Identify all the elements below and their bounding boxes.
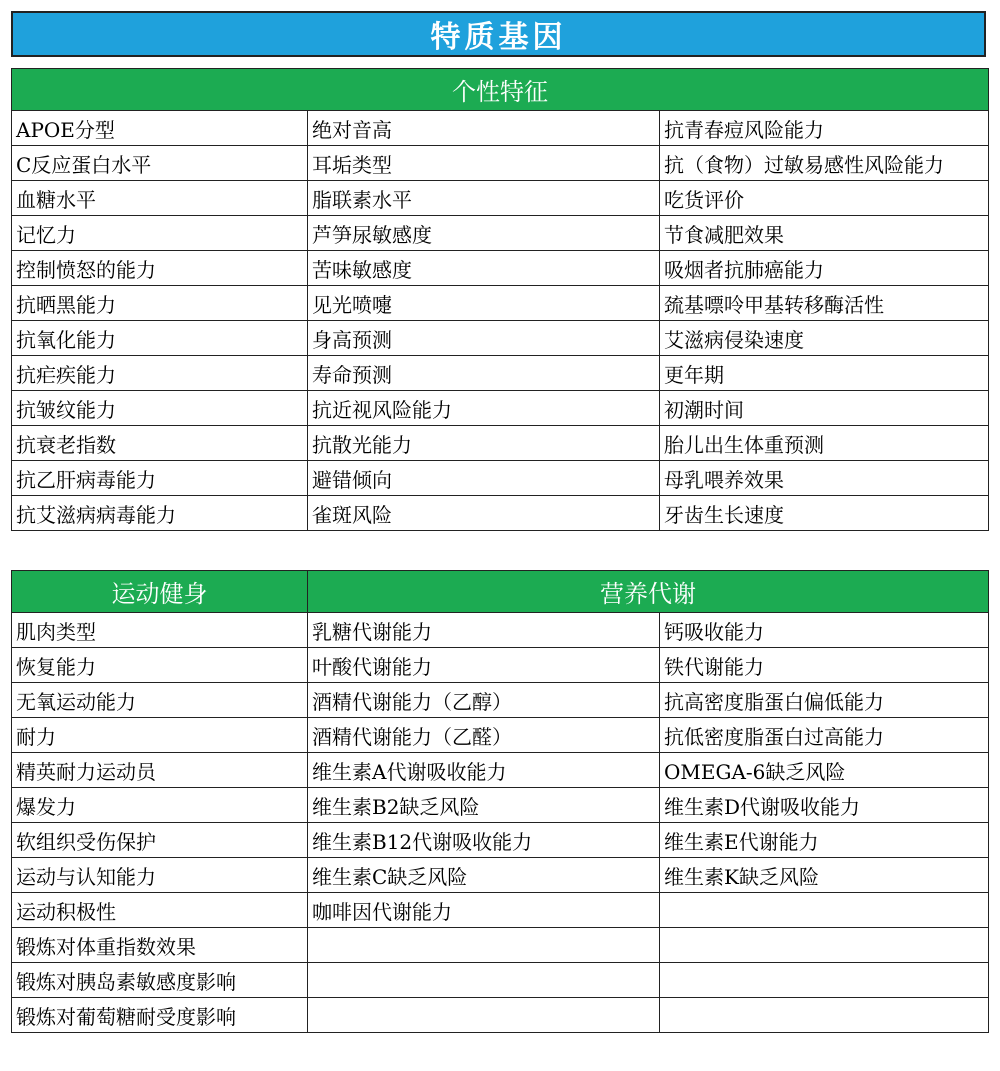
table-cell: 抗高密度脂蛋白偏低能力 — [660, 683, 989, 718]
table-cell: 抗晒黑能力 — [12, 286, 308, 321]
table-row — [12, 998, 989, 1033]
table-cell: 维生素A代谢吸收能力 — [308, 753, 660, 788]
table-cell: 维生素C缺乏风险 — [308, 858, 660, 893]
table-row — [12, 753, 989, 788]
table-row — [12, 648, 989, 683]
table-cell — [660, 963, 989, 998]
table-cell: 肌肉类型 — [12, 613, 308, 648]
table-cell: 维生素B12代谢吸收能力 — [308, 823, 660, 858]
table-cell: 绝对音高 — [308, 111, 660, 146]
table-cell: 节食减肥效果 — [660, 216, 989, 251]
table-cell: 抗皱纹能力 — [12, 391, 308, 426]
table-cell: 母乳喂养效果 — [660, 461, 989, 496]
table-cell: 叶酸代谢能力 — [308, 648, 660, 683]
table-cell: 抗疟疾能力 — [12, 356, 308, 391]
table-cell: 抗青春痘风险能力 — [660, 111, 989, 146]
table-cell: 耳垢类型 — [308, 146, 660, 181]
table-cell: 软组织受伤保护 — [12, 823, 308, 858]
table-cell: 铁代谢能力 — [660, 648, 989, 683]
table-cell: 吸烟者抗肺癌能力 — [660, 251, 989, 286]
table-cell: 乳糖代谢能力 — [308, 613, 660, 648]
table-cell: 钙吸收能力 — [660, 613, 989, 648]
table-cell: 牙齿生长速度 — [660, 496, 989, 531]
table-cell: 抗散光能力 — [308, 426, 660, 461]
table-cell: 巯基嘌呤甲基转移酶活性 — [660, 286, 989, 321]
table-row — [12, 496, 989, 531]
table-row — [12, 216, 989, 251]
table-cell: 无氧运动能力 — [12, 683, 308, 718]
table-row — [12, 111, 989, 146]
table-cell: 吃货评价 — [660, 181, 989, 216]
table-cell: 维生素K缺乏风险 — [660, 858, 989, 893]
table-cell: 见光喷嚏 — [308, 286, 660, 321]
table-cell: APOE分型 — [12, 111, 308, 146]
table-cell: 身高预测 — [308, 321, 660, 356]
table-cell: 控制愤怒的能力 — [12, 251, 308, 286]
table-cell: 维生素E代谢能力 — [660, 823, 989, 858]
table-row — [12, 613, 989, 648]
table-cell: 避错倾向 — [308, 461, 660, 496]
table-cell: 胎儿出生体重预测 — [660, 426, 989, 461]
table-row — [12, 928, 989, 963]
section-header-row — [12, 69, 989, 111]
table-cell: 锻炼对葡萄糖耐受度影响 — [12, 998, 308, 1033]
table-row — [12, 963, 989, 998]
table-cell: 抗低密度脂蛋白过高能力 — [660, 718, 989, 753]
table-row — [12, 356, 989, 391]
table-cell: 抗衰老指数 — [12, 426, 308, 461]
table-cell: 酒精代谢能力（乙醇） — [308, 683, 660, 718]
table-cell: 寿命预测 — [308, 356, 660, 391]
table-cell — [308, 963, 660, 998]
table-cell: 脂联素水平 — [308, 181, 660, 216]
table-cell: 运动积极性 — [12, 893, 308, 928]
section-header-fitness: 运动健身 — [12, 571, 308, 613]
table-cell: 爆发力 — [12, 788, 308, 823]
table-row — [12, 391, 989, 426]
table-cell: 苦味敏感度 — [308, 251, 660, 286]
table-row — [12, 461, 989, 496]
table-cell: 恢复能力 — [12, 648, 308, 683]
table-cell: 维生素B2缺乏风险 — [308, 788, 660, 823]
table-cell: 血糖水平 — [12, 181, 308, 216]
table-row — [12, 788, 989, 823]
table-cell: 抗（食物）过敏易感性风险能力 — [660, 146, 989, 181]
table-cell: 雀斑风险 — [308, 496, 660, 531]
page-title: 特质基因 — [11, 11, 986, 57]
section-header-nutrition: 营养代谢 — [308, 571, 989, 613]
table-row — [12, 181, 989, 216]
table-cell: 咖啡因代谢能力 — [308, 893, 660, 928]
section-header-row — [12, 571, 989, 613]
table-cell: 芦笋尿敏感度 — [308, 216, 660, 251]
table-cell — [308, 928, 660, 963]
table-row — [12, 321, 989, 356]
table-cell: 初潮时间 — [660, 391, 989, 426]
table-row — [12, 251, 989, 286]
table-cell — [308, 998, 660, 1033]
table-cell: 抗艾滋病病毒能力 — [12, 496, 308, 531]
table-row — [12, 718, 989, 753]
personality-traits-table — [11, 68, 989, 531]
table-row — [12, 286, 989, 321]
table-cell: 锻炼对胰岛素敏感度影响 — [12, 963, 308, 998]
table-row — [12, 146, 989, 181]
table-cell: 耐力 — [12, 718, 308, 753]
section-header-personality: 个性特征 — [12, 69, 989, 111]
table-cell: 记忆力 — [12, 216, 308, 251]
table-cell: 艾滋病侵染速度 — [660, 321, 989, 356]
table-cell: OMEGA-6缺乏风险 — [660, 753, 989, 788]
fitness-nutrition-table — [11, 570, 989, 1033]
table-row — [12, 683, 989, 718]
table-row — [12, 893, 989, 928]
table-cell — [660, 893, 989, 928]
table-row — [12, 858, 989, 893]
table-cell: 更年期 — [660, 356, 989, 391]
table-cell: 锻炼对体重指数效果 — [12, 928, 308, 963]
table-row — [12, 426, 989, 461]
table-cell: C反应蛋白水平 — [12, 146, 308, 181]
table-cell: 维生素D代谢吸收能力 — [660, 788, 989, 823]
table-cell: 酒精代谢能力（乙醛） — [308, 718, 660, 753]
table-cell: 运动与认知能力 — [12, 858, 308, 893]
table-cell — [660, 928, 989, 963]
table-cell — [660, 998, 989, 1033]
table-cell: 精英耐力运动员 — [12, 753, 308, 788]
table-cell: 抗氧化能力 — [12, 321, 308, 356]
table-row — [12, 823, 989, 858]
table-cell: 抗近视风险能力 — [308, 391, 660, 426]
table-cell: 抗乙肝病毒能力 — [12, 461, 308, 496]
